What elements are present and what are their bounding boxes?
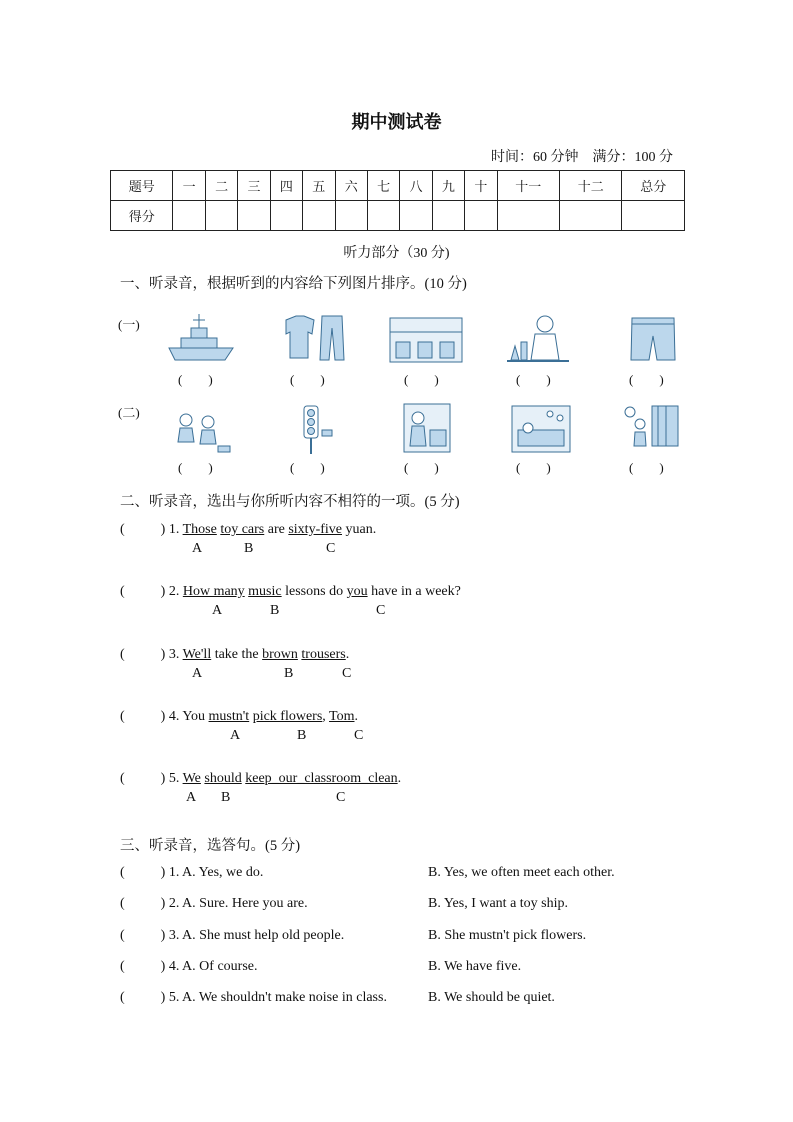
sentence-text: yuan.: [342, 522, 377, 537]
option-b: B. Yes, I want a toy ship.: [428, 896, 569, 911]
section3-title: 三、听录音，选答句。(5 分): [120, 838, 301, 854]
section2-question: [120, 771, 401, 787]
score-table-header-cell: 十一: [497, 171, 559, 201]
option-letter: A: [186, 790, 197, 805]
sentence-text: You: [182, 709, 209, 724]
score-row-label: 得分: [111, 201, 173, 231]
option-b: B. She mustn't pick flowers.: [428, 928, 587, 943]
score-cell[interactable]: [622, 201, 685, 231]
underlined-option: trousers: [301, 647, 346, 662]
pajamas-icon: [280, 312, 348, 364]
score-cell[interactable]: [367, 201, 399, 231]
section2-question: [120, 522, 376, 538]
walking-icon: [622, 402, 680, 452]
answer-paren[interactable]: ( ): [629, 372, 664, 387]
section3-question: [120, 896, 308, 912]
option-a: ) 3. A. She must help old people.: [160, 928, 345, 943]
score-cell[interactable]: [205, 201, 237, 231]
underlined-option: We'll: [182, 647, 212, 662]
option-letter: C: [342, 666, 352, 681]
option-letter: B: [244, 541, 254, 556]
sentence-text: .: [345, 647, 350, 662]
section3-question: [120, 865, 263, 881]
option-letter: C: [326, 541, 336, 556]
answer-paren[interactable]: ( ): [516, 460, 551, 475]
sentence-text: ,: [322, 709, 330, 724]
listening-title: 听力部分（30 分): [343, 246, 450, 261]
answer-paren-open[interactable]: (: [120, 709, 125, 724]
answer-paren[interactable]: ( ): [629, 460, 664, 475]
section3-question: [120, 990, 387, 1006]
score-cell[interactable]: [560, 201, 622, 231]
score-cell[interactable]: [335, 201, 367, 231]
library-icon: [388, 316, 464, 364]
answer-paren[interactable]: ( ): [404, 460, 439, 475]
shorts-icon: [628, 314, 678, 364]
underlined-option: toy cars: [220, 522, 265, 537]
reading-icon: [402, 402, 452, 454]
underlined-option: brown: [262, 647, 298, 662]
sentence-text: .: [397, 771, 402, 786]
section2-question: [120, 709, 358, 725]
option-letter: A: [192, 541, 203, 556]
underlined-option: you: [346, 584, 368, 599]
option-letter: C: [354, 728, 364, 743]
answer-paren-open[interactable]: (: [120, 896, 125, 911]
sleeping-icon: [510, 404, 572, 454]
score-cell[interactable]: [465, 201, 497, 231]
answer-paren[interactable]: ( ): [516, 372, 551, 387]
answer-paren-open[interactable]: (: [120, 959, 125, 974]
option-letter: B: [297, 728, 307, 743]
option-letter: B: [221, 790, 231, 805]
score-table-header-cell: 六: [335, 171, 367, 201]
answer-paren-open[interactable]: (: [120, 522, 125, 537]
answer-paren-open[interactable]: (: [120, 771, 125, 786]
page-title: 期中测试卷: [351, 112, 442, 133]
traffic-light-icon: [290, 404, 340, 456]
score-table-header-cell: 三: [238, 171, 270, 201]
question-number: ) 1.: [160, 522, 183, 537]
answer-paren-open[interactable]: (: [120, 990, 125, 1005]
score-cell[interactable]: [303, 201, 335, 231]
option-b: B. We should be quiet.: [428, 990, 555, 1005]
option-a: ) 4. A. Of course.: [160, 959, 258, 974]
answer-paren-open[interactable]: (: [120, 865, 125, 880]
section3-question: [120, 959, 257, 975]
answer-paren[interactable]: ( ): [290, 460, 325, 475]
underlined-option: Tom: [329, 709, 355, 724]
answer-paren-open[interactable]: (: [120, 928, 125, 943]
score-cell[interactable]: [497, 201, 559, 231]
option-a: ) 5. A. We shouldn't make noise in class.: [160, 990, 387, 1005]
time-info: 时间：60 分钟 满分：100 分: [491, 150, 673, 165]
score-table-header-cell: 二: [205, 171, 237, 201]
score-table-header-cell: 十二: [560, 171, 622, 201]
answer-paren[interactable]: ( ): [290, 372, 325, 387]
section1-row1-label: (一): [118, 317, 140, 332]
sentence-text: .: [354, 709, 358, 724]
option-letter: A: [230, 728, 241, 743]
kids-playing-icon: [172, 410, 232, 456]
section1-title: 一、听录音，根据听到的内容给下列图片排序。(10 分): [120, 276, 467, 292]
sentence-text: have in a week?: [367, 584, 461, 599]
score-cell[interactable]: [173, 201, 205, 231]
score-table-score-row: [111, 201, 685, 231]
underlined-option: How many: [182, 584, 245, 599]
score-cell[interactable]: [432, 201, 464, 231]
question-number: ) 2.: [160, 584, 183, 599]
section2-question: [120, 647, 349, 663]
sentence-text: lessons do: [281, 584, 347, 599]
score-table-header-cell: 十: [465, 171, 497, 201]
score-cell[interactable]: [400, 201, 432, 231]
underlined-option: keep_our_classroom_clean: [245, 771, 398, 786]
score-table: [110, 170, 685, 231]
score-table-header-cell: 五: [303, 171, 335, 201]
score-table-header-cell: 四: [270, 171, 302, 201]
option-letter: A: [192, 666, 203, 681]
ship-icon: [165, 310, 237, 365]
section1-row2-label: (二): [118, 405, 140, 420]
question-number: ) 4.: [160, 709, 183, 724]
answer-paren[interactable]: ( ): [178, 460, 213, 475]
score-table-header-cell: 题号: [111, 171, 173, 201]
option-b: B. Yes, we often meet each other.: [428, 865, 615, 880]
underlined-option: should: [204, 771, 242, 786]
score-cell[interactable]: [238, 201, 270, 231]
sentence-text: take the: [211, 647, 263, 662]
scientist-icon: [505, 312, 571, 364]
score-table-header-cell: 七: [367, 171, 399, 201]
question-number: ) 5.: [160, 771, 183, 786]
option-letter: C: [336, 790, 346, 805]
section2-title: 二、听录音，选出与你所听内容不相符的一项。(5 分): [120, 494, 460, 510]
question-number: ) 3.: [160, 647, 183, 662]
underlined-option: music: [248, 584, 282, 599]
score-cell[interactable]: [270, 201, 302, 231]
score-table-header-row: [111, 171, 685, 201]
underlined-option: sixty-five: [288, 522, 342, 537]
underlined-option: pick flowers: [252, 709, 323, 724]
answer-paren[interactable]: ( ): [404, 372, 439, 387]
option-a: ) 2. A. Sure. Here you are.: [160, 896, 308, 911]
answer-paren-open[interactable]: (: [120, 647, 125, 662]
option-letter: A: [212, 603, 223, 618]
option-b: B. We have five.: [428, 959, 522, 974]
option-letter: C: [376, 603, 386, 618]
answer-paren[interactable]: ( ): [178, 372, 213, 387]
option-letter: B: [270, 603, 280, 618]
underlined-option: mustn't: [208, 709, 250, 724]
score-table-header-cell: 九: [432, 171, 464, 201]
score-table-header-cell: 总分: [622, 171, 685, 201]
section2-question: [120, 584, 461, 600]
score-table-header-cell: 八: [400, 171, 432, 201]
score-table-header-cell: 一: [173, 171, 205, 201]
section3-question: [120, 928, 344, 944]
option-letter: B: [284, 666, 294, 681]
option-a: ) 1. A. Yes, we do.: [160, 865, 264, 880]
underlined-option: Those: [182, 522, 217, 537]
underlined-option: We: [182, 771, 201, 786]
sentence-text: are: [264, 522, 289, 537]
answer-paren-open[interactable]: (: [120, 584, 125, 599]
